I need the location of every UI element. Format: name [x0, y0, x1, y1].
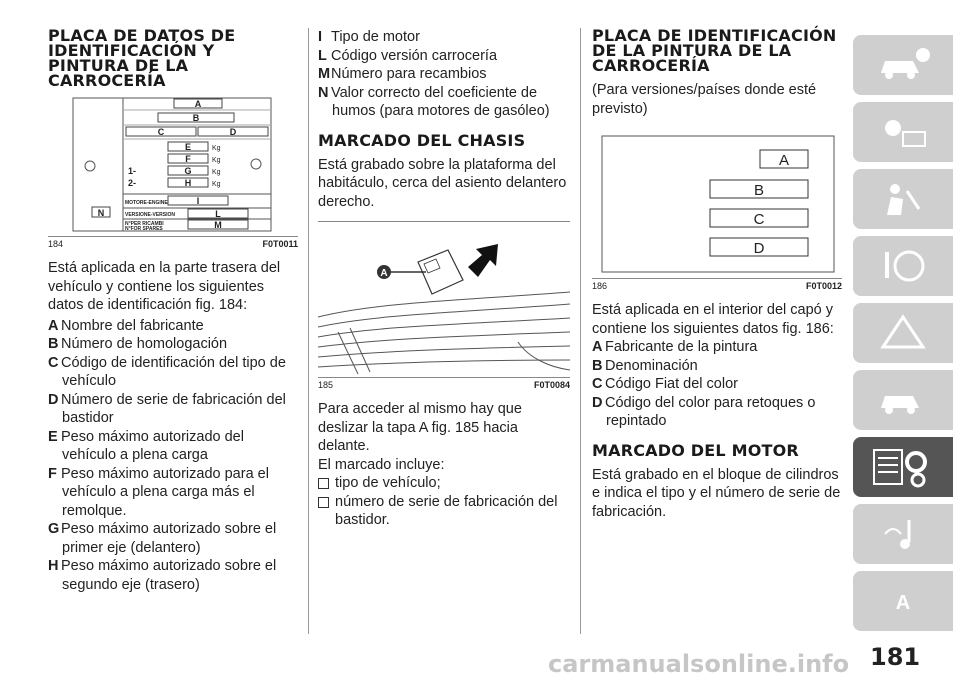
note-text: (Para versiones/países donde esté previsto)	[592, 82, 817, 117]
watermark: carmanualsonline.info	[548, 650, 850, 678]
includes-text: El marcado incluye:	[318, 456, 445, 473]
intro-text: Está aplicada en la parte trasera del vehículo y contiene los siguientes datos de identificación fig. 184:	[48, 260, 281, 313]
svg-text:D: D	[229, 127, 237, 137]
safety-airbag-icon	[873, 179, 933, 219]
list-item: H Peso máximo autorizado sobre el segundo eje (trasero)	[48, 558, 277, 593]
figure-number: 184	[48, 239, 64, 249]
figure-number: 186	[592, 281, 608, 291]
figure-caption	[592, 281, 842, 291]
engine-text: Está grabado en el bloque de cilindros e indica el tipo y el número de serie de fabricación.	[592, 466, 841, 520]
tab-maintenance[interactable]	[853, 370, 953, 430]
steering-wheel-icon	[873, 246, 933, 286]
svg-text:A: A	[778, 152, 790, 169]
svg-text:L: L	[215, 209, 221, 219]
tab-car-info[interactable]	[853, 35, 953, 95]
column-divider	[580, 28, 581, 634]
chassis-floor-illustration	[318, 222, 570, 377]
chassis-text: Está grabado sobre la plataforma del habitáculo, cerca del asiento delantero derecho.	[318, 156, 567, 210]
svg-text:Kg: Kg	[212, 157, 221, 164]
index-icon	[873, 581, 933, 621]
svg-text:1-: 1-	[128, 166, 137, 176]
checkbox-bullet-icon	[318, 497, 329, 508]
section-heading-vehicle-plate: PLACA DE DATOS DE IDENTIFICACIÓN Y PINTURA DE LA CARROCERÍA	[48, 26, 236, 90]
svg-text:G: G	[184, 166, 192, 176]
svg-text:N°FOR SPARES: N°FOR SPARES	[125, 226, 163, 232]
id-plate-diagram	[48, 96, 298, 236]
svg-text:C: C	[753, 211, 765, 228]
tab-technical-data[interactable]	[853, 437, 953, 497]
car-maintenance-icon	[873, 380, 933, 420]
warning-triangle-icon	[873, 313, 933, 353]
technical-data-icon	[868, 442, 938, 492]
car-info-icon	[873, 45, 933, 85]
tab-starting-driving[interactable]	[853, 236, 953, 296]
svg-text:N°PER RICAMBI: N°PER RICAMBI	[125, 221, 164, 227]
list-item: B Número de homologación	[48, 336, 228, 352]
section-heading-engine: MARCADO DEL MOTOR	[592, 440, 799, 460]
svg-text:VERSIONE-VERSION: VERSIONE-VERSION	[125, 212, 176, 218]
figure-code: F0T0011	[262, 239, 298, 249]
section-heading-paint-plate: PLACA DE IDENTIFICACIÓN DE LA PINTURA DE LA CARROCERÍA	[592, 26, 837, 75]
list-item: E Peso máximo autorizado del vehículo a plena carga	[48, 428, 244, 463]
column-right	[592, 28, 842, 521]
access-text: Para acceder al mismo hay que deslizar la tapa A fig. 185 hacia delante.	[318, 401, 522, 454]
column-divider	[308, 28, 309, 634]
svg-text:MOTORE-ENGINE: MOTORE-ENGINE	[125, 200, 168, 206]
tab-multimedia[interactable]	[853, 504, 953, 564]
paint-plate-diagram	[592, 128, 842, 278]
column-left	[48, 28, 298, 594]
svg-text:E: E	[184, 142, 192, 152]
figure-code: F0T0012	[805, 281, 842, 291]
svg-text:D: D	[753, 240, 765, 257]
figure-184	[48, 96, 298, 237]
tab-dashboard-lights[interactable]	[853, 102, 953, 162]
item-list	[48, 317, 298, 595]
svg-text:F: F	[185, 154, 191, 164]
chapter-tabs	[853, 35, 960, 638]
svg-text:Kg: Kg	[212, 145, 221, 152]
item-list	[592, 338, 842, 431]
list-item: D Código del color para retoques o repintado	[592, 394, 816, 429]
svg-text:A: A	[380, 268, 388, 279]
svg-text:B: B	[753, 182, 765, 199]
list-item: L Código versión carrocería	[318, 47, 498, 64]
svg-text:Kg: Kg	[212, 169, 221, 176]
list-item: N Valor correcto del coeficiente de humos (para motores de gasóleo)	[318, 84, 550, 119]
svg-text:M: M	[214, 220, 222, 230]
figure-code: F0T0084	[533, 380, 570, 390]
figure-185	[318, 221, 570, 378]
bullet-item: tipo de vehículo;	[318, 474, 570, 493]
svg-text:2-: 2-	[128, 178, 137, 188]
figure-caption	[318, 380, 570, 390]
list-item: A Nombre del fabricante	[48, 317, 204, 334]
list-item: C Código Fiat del color	[592, 376, 738, 392]
page-number: 181	[870, 643, 921, 671]
tab-emergency[interactable]	[853, 303, 953, 363]
item-list	[318, 28, 570, 121]
svg-text:A: A	[895, 592, 911, 614]
checkbox-bullet-icon	[318, 478, 329, 489]
arrow-icon	[468, 244, 498, 277]
figure-186	[592, 128, 842, 279]
svg-text:B: B	[192, 113, 200, 123]
bullet-item: número de serie de fabricación del bastidor.	[318, 493, 570, 530]
list-item: F Peso máximo autorizado para el vehículo a plena carga más el remolque.	[48, 465, 269, 519]
list-item: A Fabricante de la pintura	[592, 339, 758, 355]
svg-text:H: H	[184, 178, 192, 188]
list-item: I Tipo de motor	[318, 29, 420, 45]
list-item: C Código de identificación del tipo de vehículo	[48, 354, 286, 389]
svg-text:C: C	[157, 127, 165, 137]
list-item: B Denominación	[592, 357, 698, 374]
svg-text:Kg: Kg	[212, 181, 221, 188]
column-middle	[318, 28, 570, 530]
list-item: G Peso máximo autorizado sobre el primer eje (delantero)	[48, 521, 277, 556]
tab-safety[interactable]	[853, 169, 953, 229]
list-item: MNúmero para recambios	[318, 66, 487, 82]
figure-number: 185	[318, 380, 334, 390]
plate-label-a: A	[194, 99, 202, 109]
svg-text:I: I	[196, 196, 200, 206]
figure-caption	[48, 239, 298, 249]
list-item: D Número de serie de fabricación del bastidor	[48, 391, 286, 426]
section-heading-chassis: MARCADO DEL CHASIS	[318, 130, 526, 150]
svg-text:N: N	[97, 208, 105, 218]
intro-text: Está aplicada en el interior del capó y contiene los siguientes datos fig. 186:	[592, 302, 834, 337]
multimedia-icon	[873, 514, 933, 554]
dashboard-lights-icon	[873, 112, 933, 152]
tab-index[interactable]	[853, 571, 953, 631]
